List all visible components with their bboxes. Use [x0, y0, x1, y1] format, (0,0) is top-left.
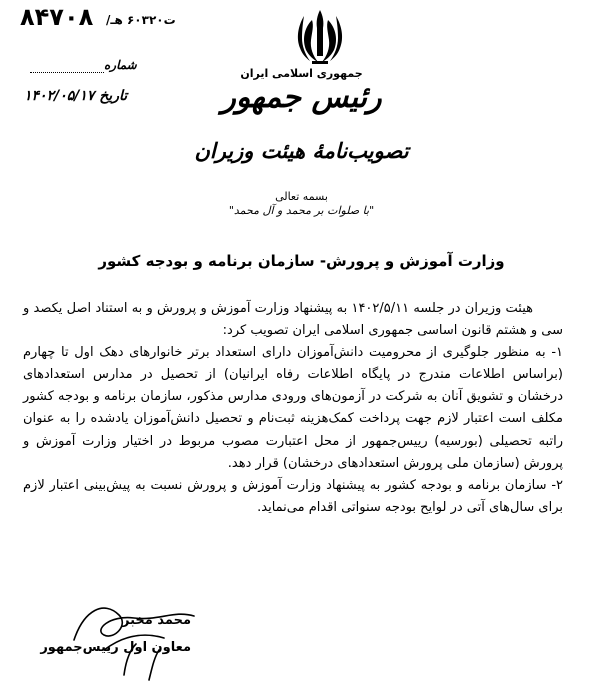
- number-dotted-line: [30, 72, 104, 73]
- resolution-body: [23, 298, 563, 519]
- letter-number: ۸۴۷۰۸: [20, 3, 94, 31]
- republic-heading: جمهوری اسلامی ایران: [240, 67, 363, 80]
- bismillah: بسمه تعالی: [275, 190, 328, 203]
- item-2-paragraph: ۲- سازمان برنامه و بودجه کشور به پیشنهاد وزارت آموزش و پرورش نسبت به پیش‌بینی اعتبار لازم برای سال‌های آتی در لوایح بودجه سنواتی اقدام می‌نماید.: [23, 477, 563, 515]
- handwritten-signature: [64, 580, 214, 690]
- item-1-paragraph: ۱- به منظور جلوگیری از محرومیت دانش‌آموزان دارای استعداد برتر خانوارهای دهک اول تا چهارم (براساس اطلاعات مندرج در پایگاه اطلاعات رفاه ایرانیان) از تحصیل در مدارس استعدادهای درخشان و تشویق آنان به شرکت در آزمون‌های ورودی مدارس مذکور، سازمان برنامه و بودجه کشور مکلف است اعتبار لازم جهت پرداخت کمک‌هزینه ثبت‌نام و تحصیل دانش‌آموزان یادشده را به عنوان راتبه تحصیلی (بورسیه) رییس‌جمهور از محل اعتبارت مصوب مربوط در اختیار وزارت آموزش و پرورش (سازمان ملی پرورش استعدادهای درخشان) قرار دهد.: [23, 345, 563, 471]
- date-line: [24, 88, 127, 104]
- iran-emblem-logo: [290, 6, 350, 68]
- number-label: شماره: [104, 58, 137, 72]
- president-heading: رئیس جمهور: [221, 80, 382, 115]
- letter-number-suffix: ت‌۶۰۳۲۰ هـ/: [106, 13, 176, 27]
- salawat: "با صلوات بر محمد و آل محمد": [228, 204, 375, 217]
- recipients-heading: وزارت آموزش و پرورش- سازمان برنامه و بودجه کشور: [98, 252, 505, 270]
- signatory-name: محمد مخبر: [122, 613, 191, 628]
- date-value: ۱۴۰۲/۰۵/۱۷: [24, 88, 95, 104]
- cabinet-resolution-heading: تصویب‌نامهٔ هیئت وزیران: [194, 138, 409, 163]
- date-label: تاریخ: [99, 88, 128, 104]
- intro-paragraph: هیئت وزیران در جلسه ۱۴۰۲/۵/۱۱ به پیشنهاد وزارت آموزش و پرورش و به استناد اصل یکصد و سی و هشتم قانون اساسی جمهوری اسلامی ایران تصویب کرد:: [23, 301, 563, 339]
- signatory-title: معاون اول رییس‌جمهور: [40, 640, 191, 655]
